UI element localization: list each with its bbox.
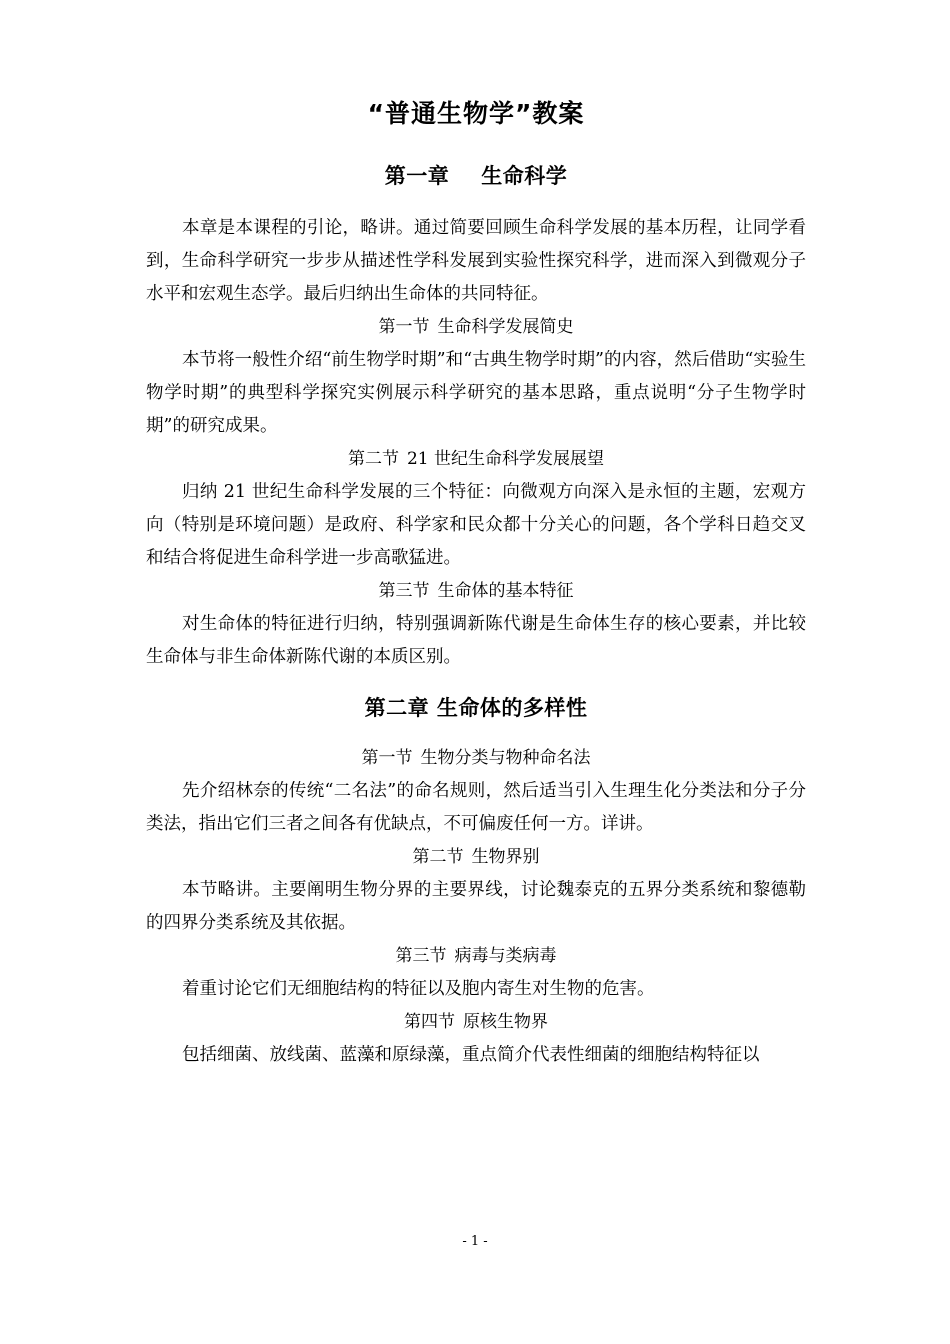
- section-number: 第四节: [404, 1012, 455, 1032]
- chapter-1-section-3-text: 对生命体的特征进行归纳，特别强调新陈代谢是生命体生存的核心要素，并比较生命体与非生命体新陈代谢的本质区别。: [146, 614, 806, 667]
- page-number: - 1 -: [462, 1234, 488, 1249]
- section-number: 第一节: [378, 317, 430, 337]
- section-number: 第一节: [361, 748, 413, 768]
- section-name: 生物分类与物种命名法: [420, 748, 591, 768]
- chapter-1-section-2-text: 归纳 21 世纪生命科学发展的三个特征：向微观方向深入是永恒的主题，宏观方向（特别是环境问题）是政府、科学家和民众都十分关心的问题，各个学科日趋交叉和结合将促进生命科学进一步高歌猛进。: [146, 482, 806, 568]
- section-number: 第三节: [395, 946, 447, 966]
- section-number: 第二节: [347, 449, 399, 469]
- chapter-2-section-3-text: 着重讨论它们无细胞结构的特征以及胞内寄生对生物的危害。: [182, 979, 655, 999]
- chapter-2-section-4-title: [146, 1006, 806, 1039]
- section-name: 生命科学发展简史: [437, 317, 574, 337]
- chapter-2-section-4-text: 包括细菌、放线菌、蓝藻和原绿藻，重点简介代表性细菌的细胞结构特征以: [182, 1045, 760, 1065]
- section-name: 生命体的基本特征: [437, 581, 574, 601]
- section-number: 第三节: [378, 581, 430, 601]
- chapter-2-section-1-text: 先介绍林奈的传统“二名法”的命名规则，然后适当引入生理生化分类法和分子分类法，指出它们三者之间各有优缺点，不可偏废任何一方。详讲。: [146, 781, 806, 834]
- chapter-2-section-2-text: 本节略讲。主要阐明生物分界的主要界线，讨论魏泰克的五界分类系统和黎德勒的四界分类系统及其依据。: [146, 880, 806, 933]
- chapter-1-name: 生命科学: [481, 164, 568, 188]
- section-name: 原核生物界: [463, 1012, 548, 1032]
- chapter-1-intro: 本章是本课程的引论，略讲。通过简要回顾生命科学发展的基本历程，让同学看到，生命科学研究一步步从描述性学科发展到实验性探究科学，进而深入到微观分子水平和宏观生态学。最后归纳出生命体的共同特征。: [146, 218, 806, 304]
- chapter-1-section-2-title: [146, 443, 806, 476]
- section-number: 第二节: [412, 847, 464, 867]
- chapter-2-title: [146, 692, 806, 724]
- chapter-2-name: 生命体的多样性: [436, 696, 588, 720]
- section-name: 21 世纪生命科学发展展望: [406, 449, 605, 469]
- section-name: 生物界别: [471, 847, 540, 867]
- chapter-2-number: 第二章: [364, 696, 430, 720]
- chapter-1-title: [146, 160, 806, 192]
- chapter-1-section-1-title: [146, 311, 806, 344]
- chapter-1-section-1-text: 本节将一般性介绍“前生物学时期”和“古典生物学时期”的内容，然后借助“实验生物学时期”的典型科学探究实例展示科学研究的基本思路，重点说明“分子生物学时期”的研究成果。: [146, 350, 806, 436]
- chapter-2-section-1-title: [146, 742, 806, 775]
- chapter-2-section-2-title: [146, 841, 806, 874]
- document-title: “普通生物学”教案: [367, 99, 585, 128]
- chapter-2-section-3-title: [146, 940, 806, 973]
- chapter-1-number: 第一章: [384, 164, 450, 188]
- chapter-1-section-3-title: [146, 575, 806, 608]
- section-name: 病毒与类病毒: [454, 946, 557, 966]
- document-page: [146, 96, 806, 1072]
